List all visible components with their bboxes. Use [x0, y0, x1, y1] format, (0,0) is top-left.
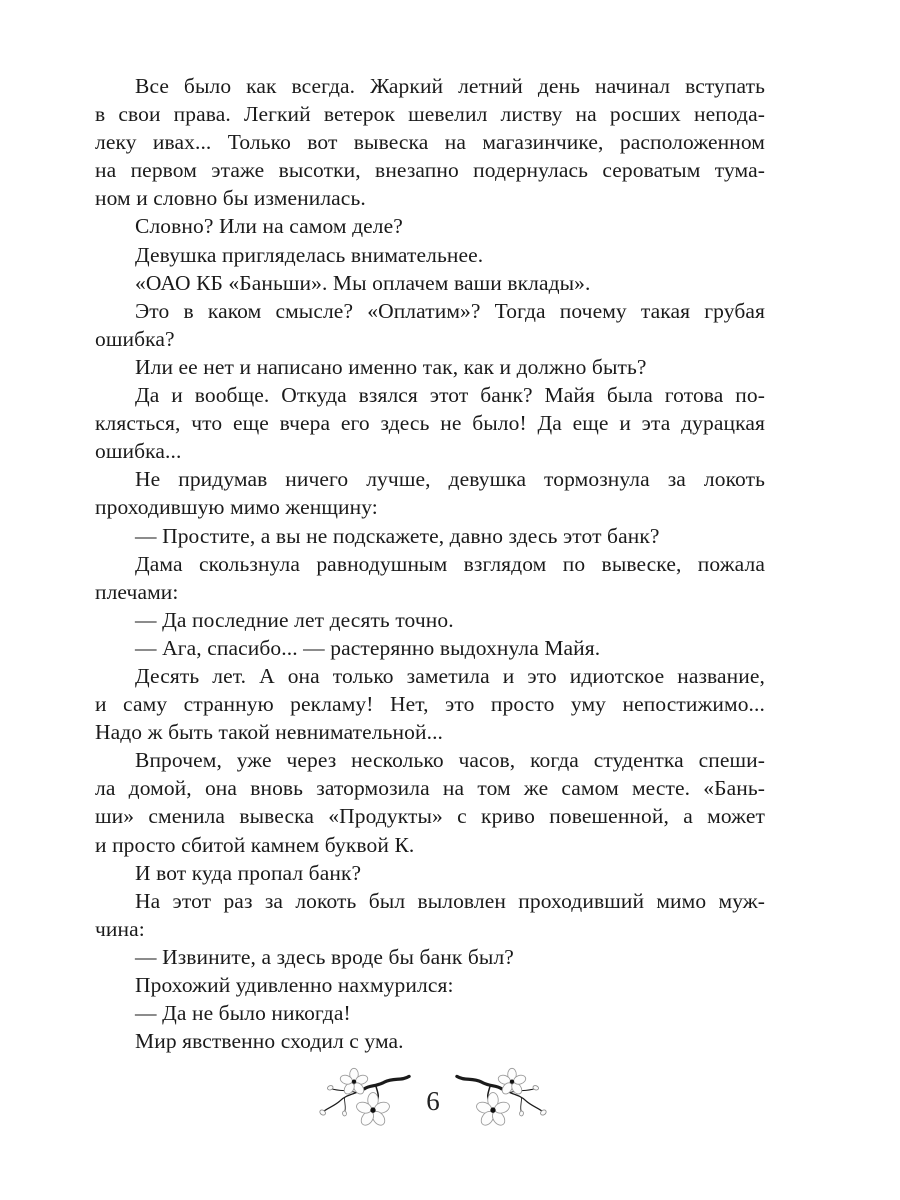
text-line: ном и словно бы изменилась. — [95, 186, 366, 211]
text-line: На этот раз за локоть был выловлен проходивший мимо муж- — [135, 888, 765, 913]
text-line: — Да не было никогда! — [135, 1001, 351, 1026]
text-line: Десять лет. А она только заметила и это идиотское название, — [135, 663, 765, 688]
text-line: Прохожий удивленно нахмурился: — [135, 973, 454, 997]
text-line: леку ивах... Только вот вывеска на магазинчике, расположенном — [95, 130, 765, 155]
text-line: — Ага, спасибо... — растерянно выдохнула Майя. — [135, 635, 601, 660]
text-line: проходившую мимо женщину: — [95, 495, 378, 520]
text-line: ошибка? — [95, 326, 175, 351]
text-line: ла домой, она вновь затормозила на том же самом месте. «Бань- — [95, 776, 765, 801]
text-line: И вот куда пропал банк? — [135, 860, 362, 885]
text-line: Или ее нет и написано именно так, как и должно быть? — [135, 354, 647, 379]
text-line: Надо ж быть такой невнимательной... — [95, 720, 444, 745]
text-line: Да и вообще. Откуда взялся этот банк? Майя была готова по- — [135, 383, 765, 408]
text-line: Все было как всегда. Жаркий летний день начинал вступать — [135, 74, 765, 98]
text-line: Дама скользнула равнодушным взглядом по вывеске, пожала — [135, 551, 765, 576]
text-line: «ОАО КБ «Баньши». Мы оплачем ваши вклады». — [135, 270, 591, 295]
text-line: — Извините, а здесь вроде бы банк был? — [135, 944, 514, 969]
text-line: — Простите, а вы не подскажете, давно здесь этот банк? — [135, 523, 660, 548]
text-line: Это в каком смысле? «Оплатим»? Тогда почему такая грубая — [135, 298, 765, 323]
text-line: — Да последние лет десять точно. — [135, 607, 454, 632]
text-line: в свои права. Легкий ветерок шевелил листву на росших непода- — [95, 102, 765, 127]
cherry-blossom-ornament-right — [455, 1063, 550, 1143]
text-line: на первом этаже высотки, внезапно подернулась сероватым тума- — [95, 158, 765, 183]
text-line: клясться, что еще вчера его здесь не было! Да еще и эта дурацкая — [95, 411, 765, 436]
page-text — [95, 72, 765, 1055]
text-line: и просто сбитой камнем буквой К. — [95, 832, 415, 857]
text-line: Мир явственно сходил с ума. — [135, 1029, 404, 1054]
cherry-blossom-ornament-left — [316, 1063, 411, 1143]
text-line: Девушка пригляделась внимательнее. — [135, 242, 484, 267]
text-line: Впрочем, уже через несколько часов, когда студентка спеши- — [135, 748, 765, 773]
text-line: плечами: — [95, 579, 179, 604]
text-line: чина: — [95, 916, 145, 941]
text-line: Не придумав ничего лучше, девушка тормознула за локоть — [135, 467, 765, 492]
text-line: ошибка... — [95, 439, 182, 464]
text-line: и саму странную рекламу! Нет, это просто уму непостижимо... — [95, 692, 765, 717]
text-line: ши» сменила вывеска «Продукты» с криво повешенной, а может — [95, 804, 765, 829]
text-line: Словно? Или на самом деле? — [135, 214, 403, 239]
page-footer — [316, 1060, 550, 1146]
page-number: 6 — [426, 1085, 440, 1116]
